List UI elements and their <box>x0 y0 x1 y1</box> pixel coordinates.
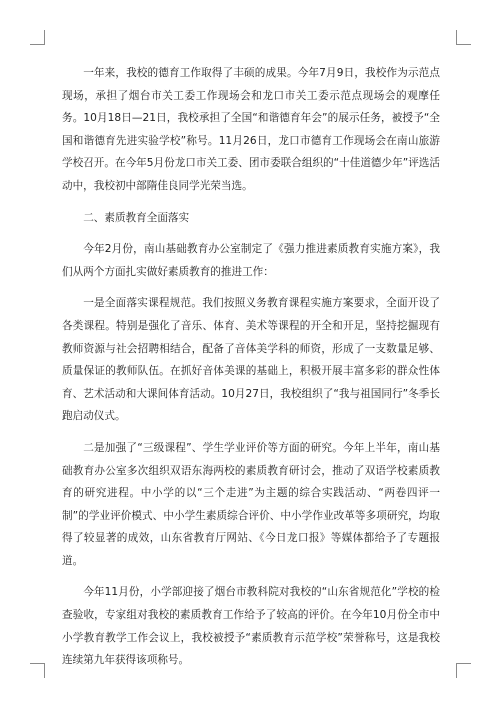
crop-mark-bottom-left <box>30 663 45 678</box>
crop-mark-top-left <box>30 30 45 45</box>
crop-mark-top-right <box>456 30 471 45</box>
section-heading-quality-education: 二、素质教育全面落实 <box>83 211 190 224</box>
paragraph-quality-education-plan: 今年2月份，南山基础教育办公室制定了《强力推进素质教育实施方案》，我们从两个方面扎实做好素质教育的推进工作： <box>62 243 440 278</box>
paragraph-moral-education-results: 一年来，我校的德育工作取得了丰硕的成果。今年7月9日，我校作为示范点现场，承担了烟台市关工委工作现场会和龙口市关工委示范点现场会的观摩任务。10月18日—21日，我校承担了全国“和谐德育年会”的展示任务，被授予“全国和谐德育先进实验学校”称号。11月26日，龙口市德育工作现场会在南山旅游学校召开。在今年5月份龙口市关工委、团市委联合组织的“十佳道德少年”评选活动中，我校初中部隋佳良同学光荣当选。 <box>62 67 440 192</box>
paragraph-curriculum-standards: 一是全面落实课程规范。我们按照义务教育课程实施方案要求，全面开设了各类课程。特别是强化了音乐、体育、美术等课程的开全和开足，坚持挖掘现有教师资源与社会招聘相结合，配备了音体美学科的师资，形成了一支数量足够、质量保证的教师队伍。在抓好音体美课的基础上，积极开展丰富多彩的群众性体育、艺术活动和大课间体育活动。10月27日，我校组织了“我与祖国同行”冬季长跑启动仪式。 <box>62 297 440 423</box>
crop-mark-bottom-right <box>456 663 471 678</box>
paragraph-curriculum-research: 二是加强了“三级课程”、学生学业评价等方面的研究。今年上半年，南山基础教育办公室多次组织双语东海两校的素质教育研讨会，推动了双语学校素质教育的研究进程。中小学的以“三个走进”为主题的综合实践活动、“两卷四评一制”的学业评价模式、中小学生素质综合评价、中小学作业改革等多项研究，均取得了较显著的成效，山东省教育厅网站、《今日龙口报》等媒体都给予了专题报道。 <box>62 441 440 567</box>
document-body <box>62 62 440 681</box>
paragraph-inspection-honors: 今年11月份，小学部迎接了烟台市教科院对我校的“山东省规范化”学校的检查验收，专家组对我校的素质教育工作给予了较高的评价。在今年10月份全市中小学教育教学工作会议上，我校被授予“素质教育示范学校”荣誉称号，这是我校连续第九年获得该项称号。 <box>62 586 440 667</box>
